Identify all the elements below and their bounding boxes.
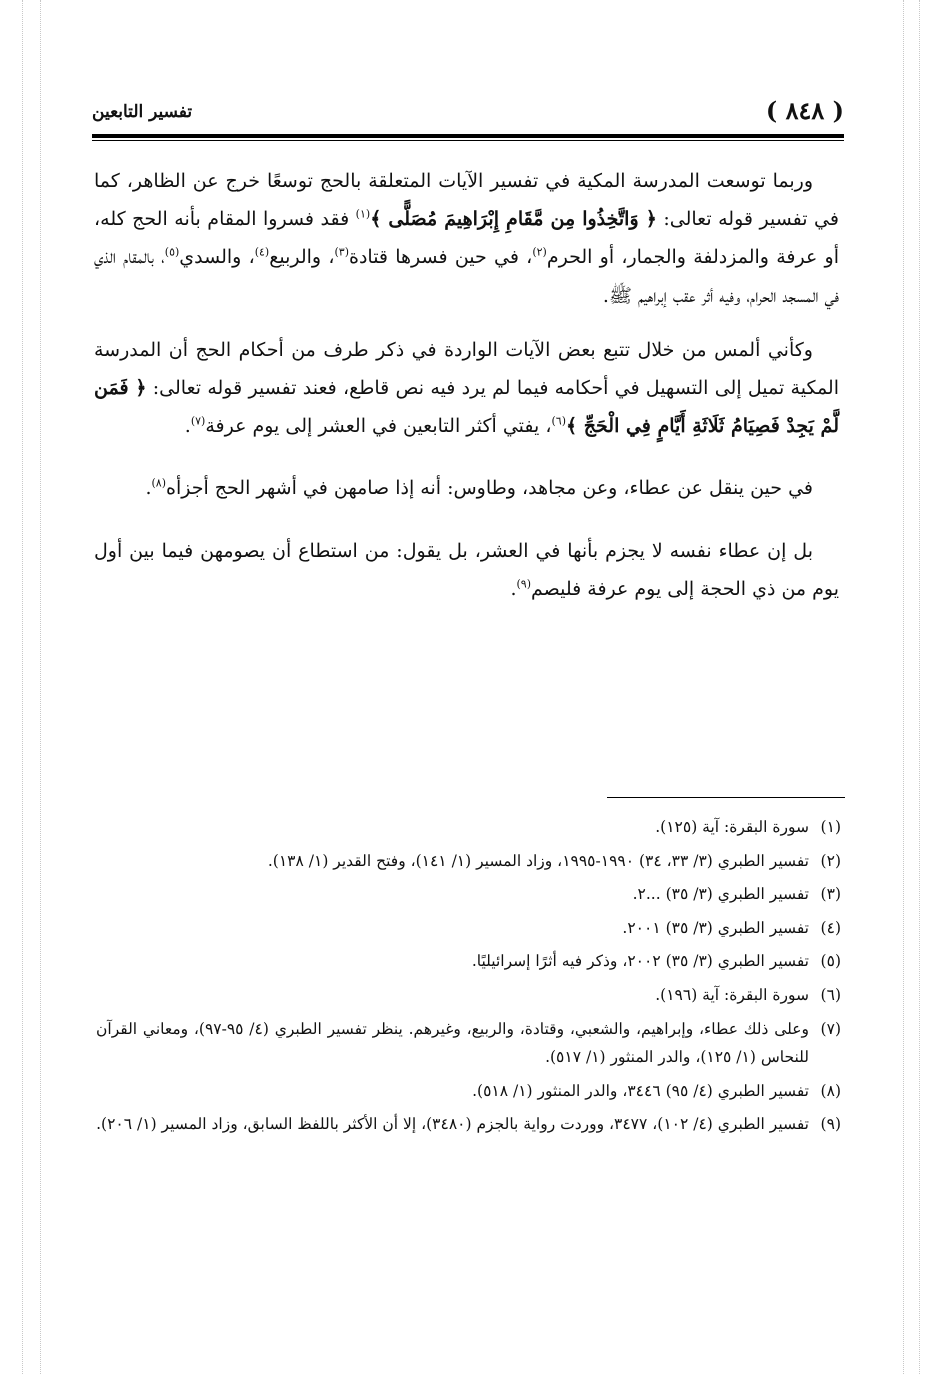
quran-verse: ﴿ فَمَن لَّمْ يَجِدْ فَصِيَامُ ثَلَاثَةِ أَيَّامٍ فِي الْحَجِّ ﴾	[94, 377, 839, 438]
text-run: ، بالمقام الذي في المسجد الحرام، وفيه أثر عقب إبراهيم ﷺ.	[94, 246, 839, 307]
footnote-number: (٢)	[820, 851, 841, 870]
footnote	[96, 914, 841, 943]
footnote-text: تفسير الطبري (٤/ ١٠٢)، ٣٤٧٧، ووردت رواية بالجزم (٣٤٨٠)، إلا أن الأكثر باللفظ السابق، وزاد المسير (١/ ٢٠٦).	[96, 1115, 809, 1134]
text-run: في حين ينقل عن عطاء، وعن مجاهد، وطاوس: أنه إذا صامهن في أشهر الحج أجزأه	[166, 477, 813, 500]
footnote	[96, 947, 841, 976]
footnote-text: تفسير الطبري (٣/ ٣٣، ٣٤) ١٩٩٠-١٩٩٥، وزاد المسير (١/ ١٤١)، وفتح القدير (١/ ١٣٨).	[267, 851, 809, 870]
footnote-text: سورة البقرة: آية (١٩٦).	[655, 985, 809, 1004]
footnote	[96, 1077, 841, 1106]
footnote-separator	[607, 797, 845, 798]
footnote-ref[interactable]: (٩)	[516, 577, 531, 591]
footnote-ref[interactable]: (٥)	[164, 246, 180, 260]
paragraph-3	[94, 469, 839, 507]
text-run: وربما توسعت المدرسة المكية في تفسير الآيات المتعلقة بالحج توسعًا خرج عن الظاهر، كما في تفسير قوله تعالى:	[94, 170, 839, 231]
text-run: .	[184, 415, 191, 438]
text-run: ، والسدي	[179, 246, 255, 269]
footnote-number: (٩)	[820, 1115, 841, 1134]
footnote-text: تفسير الطبري (٣/ ٣٥) ٢٠٠١.	[622, 918, 809, 937]
footnote-number: (٤)	[820, 918, 841, 937]
footnote-ref[interactable]: (٧)	[190, 414, 206, 428]
footnote-text: تفسير الطبري (٣/ ٣٥) ٢٠٠٢، وذكر فيه أثرًا إسرائيليًا.	[471, 952, 809, 971]
footnote-number: (٣)	[820, 885, 841, 904]
footnote	[96, 1110, 841, 1139]
footnote	[96, 847, 841, 876]
text-run: بل إن عطاء نفسه لا يجزم بأنها في العشر، بل يقول: من استطاع أن يصومهن فيما بين أول يوم من ذي الحجة إلى يوم عرفة فليصم	[94, 539, 839, 600]
text-run: وكأني ألمس من خلال تتبع بعض الآيات الواردة في ذكر طرف من أحكام الحج أن المدرسة المكية تميل إلى التسهيل في أحكامه فيما لم يرد فيه نص قاطع، فعند تفسير قوله تعالى:	[94, 338, 840, 400]
scan-dotted-line	[40, 0, 41, 1374]
footnote-ref[interactable]: (١)	[355, 207, 371, 221]
scan-dotted-line	[903, 0, 904, 1374]
paragraph-4	[94, 532, 839, 608]
footnote-number: (٦)	[820, 985, 841, 1004]
footnote-ref[interactable]: (٦)	[551, 414, 567, 428]
footnote-ref[interactable]: (٨)	[151, 477, 166, 491]
running-title: تفسير التابعين	[92, 102, 193, 122]
main-text	[94, 162, 839, 624]
footnote	[96, 1015, 841, 1072]
header-rule	[92, 134, 844, 138]
footnote-text: تفسير الطبري (٣/ ٣٥) ...٢.	[632, 885, 809, 904]
text-run: فقد فسروا المقام بأنه الحج كله، أو عرفة والمزدلفة والجمار، أو الحرم	[94, 208, 839, 269]
footnote-number: (٥)	[820, 952, 841, 971]
footnote-number: (١)	[820, 818, 841, 836]
footnote-text: سورة البقرة: آية (١٢٥).	[655, 818, 809, 836]
footnote	[96, 813, 841, 842]
text-run: ، يفتي أكثر التابعين في العشر إلى يوم عرفة	[205, 415, 552, 438]
text-run: .	[145, 477, 152, 500]
paragraph-2	[94, 331, 839, 446]
footnote	[96, 880, 841, 909]
footnote-number: (٧)	[820, 1019, 841, 1038]
footnote-ref[interactable]: (٤)	[254, 246, 270, 260]
quran-verse: ﴿ وَاتَّخِذُوا مِن مَّقَامِ إِبْرَاهِيمَ مُصَلًّى ﴾	[370, 208, 657, 231]
footnote-ref[interactable]: (٣)	[334, 246, 349, 260]
text-run: ، في حين فسرها قتادة	[348, 246, 533, 269]
footnotes	[96, 813, 841, 1144]
footnote-text: وعلى ذلك عطاء، وإبراهيم، والشعبي، وقتادة، والربيع، وغيرهم. ينظر تفسير الطبري (٤/ ٩٥-٩٧)، ومعاني القرآن للنحاس (١/ ١٢٥)، والدر المنثور (١/ ٥١٧).	[96, 1019, 809, 1067]
page-number: ( ٨٤٨ )	[765, 96, 844, 125]
header-rule-thin	[92, 140, 844, 141]
footnote	[96, 981, 841, 1010]
footnote-text: تفسير الطبري (٤/ ٩٥) ٣٤٤٦، والدر المنثور (١/ ٥١٨).	[472, 1081, 809, 1100]
text-run: .	[510, 577, 517, 600]
footnote-number: (٨)	[820, 1081, 841, 1100]
scan-dotted-line	[22, 0, 23, 1374]
scan-dotted-line	[919, 0, 920, 1374]
paragraph-1	[94, 162, 839, 315]
footnote-ref[interactable]: (٢)	[532, 246, 547, 260]
text-run: ، والربيع	[269, 246, 335, 269]
page-header	[92, 88, 844, 128]
